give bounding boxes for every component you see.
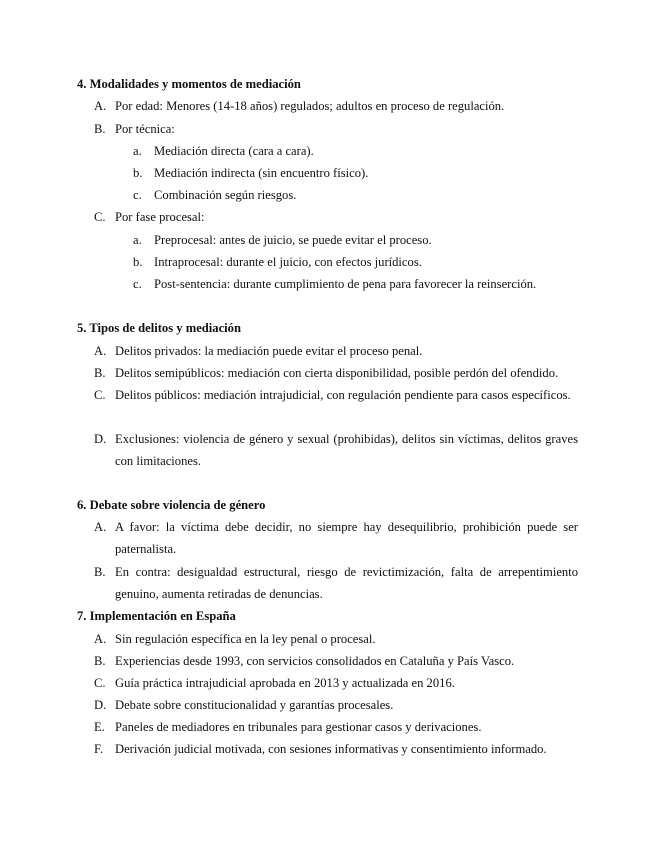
subitem-label: a. [133,144,142,158]
item-text: A favor: la víctima debe decidir, no siempre hay desequilibrio, prohibición puede ser paternalista. [115,520,578,556]
list-item [94,362,578,384]
list-item [94,384,578,406]
sub-list-item [133,229,432,251]
item-text: Delitos públicos: mediación intrajudicial, con regulación pendiente para casos específicos. [115,388,571,402]
sub-list-item [133,273,536,295]
item-text: Por edad: Menores (14-18 años) regulados; adultos en proceso de regulación. [115,99,505,113]
item-label: C. [94,210,106,224]
list-item [94,694,578,716]
item-label: A. [94,344,107,358]
list-item [94,95,578,117]
list-item [94,650,578,672]
item-label: C. [94,388,106,402]
subitem-text: Combinación según riesgos. [154,188,297,202]
subitem-text: Intraprocesal: durante el juicio, con efectos jurídicos. [154,255,422,269]
subitem-text: Preprocesal: antes de juicio, se puede evitar el proceso. [154,233,432,247]
item-text: Exclusiones: violencia de género y sexual (prohibidas), delitos sin víctimas, delitos graves con limitaciones. [115,432,578,468]
subitem-text: Post-sentencia: durante cumplimiento de pena para favorecer la reinserción. [154,277,537,291]
item-label: A. [94,520,107,534]
item-text: Derivación judicial motivada, con sesiones informativas y consentimiento informado. [115,742,547,756]
subitem-label: c. [133,277,142,291]
subitem-label: c. [133,188,142,202]
item-text: Delitos semipúblicos: mediación con cierta disponibilidad, posible perdón del ofendido. [115,366,559,380]
item-label: B. [94,366,106,380]
item-label: C. [94,676,106,690]
subitem-label: b. [133,255,143,269]
item-label: A. [94,99,107,113]
list-item [94,206,578,228]
section-heading: 7. Implementación en España [77,609,236,623]
list-item [94,428,578,472]
item-text: Guía práctica intrajudicial aprobada en 2013 y actualizada en 2016. [115,676,455,690]
list-item [94,716,578,738]
list-item [94,561,578,605]
item-text: Experiencias desde 1993, con servicios consolidados en Cataluña y País Vasco. [115,654,515,668]
sub-list-item [133,251,422,273]
list-item [94,118,578,140]
list-item [94,340,578,362]
item-label: F. [94,742,104,756]
item-label: E. [94,720,105,734]
item-text: Paneles de mediadores en tribunales para gestionar casos y derivaciones. [115,720,482,734]
item-text: Por técnica: [115,122,175,136]
item-label: A. [94,632,107,646]
list-item [94,628,578,650]
section-heading: 4. Modalidades y momentos de mediación [77,77,301,91]
list-item [94,516,578,560]
item-text: Sin regulación específica en la ley penal o procesal. [115,632,376,646]
sub-list-item [133,184,296,206]
item-label: D. [94,698,107,712]
item-label: D. [94,432,107,446]
sub-list-item [133,140,314,162]
section-heading: 5. Tipos de delitos y mediación [77,321,241,335]
list-item [94,738,578,760]
subitem-text: Mediación directa (cara a cara). [154,144,314,158]
item-label: B. [94,122,106,136]
subitem-label: b. [133,166,143,180]
sub-list-item [133,162,368,184]
item-text: Por fase procesal: [115,210,205,224]
item-text: Delitos privados: la mediación puede evitar el proceso penal. [115,344,423,358]
subitem-text: Mediación indirecta (sin encuentro físico). [154,166,369,180]
item-label: B. [94,565,106,579]
subitem-label: a. [133,233,142,247]
item-text: Debate sobre constitucionalidad y garantías procesales. [115,698,394,712]
item-text: En contra: desigualdad estructural, riesgo de revictimización, falta de arrepentimiento genuino, aumenta retiradas de denuncias. [115,565,578,601]
item-label: B. [94,654,106,668]
section-heading: 6. Debate sobre violencia de género [77,498,266,512]
list-item [94,672,578,694]
